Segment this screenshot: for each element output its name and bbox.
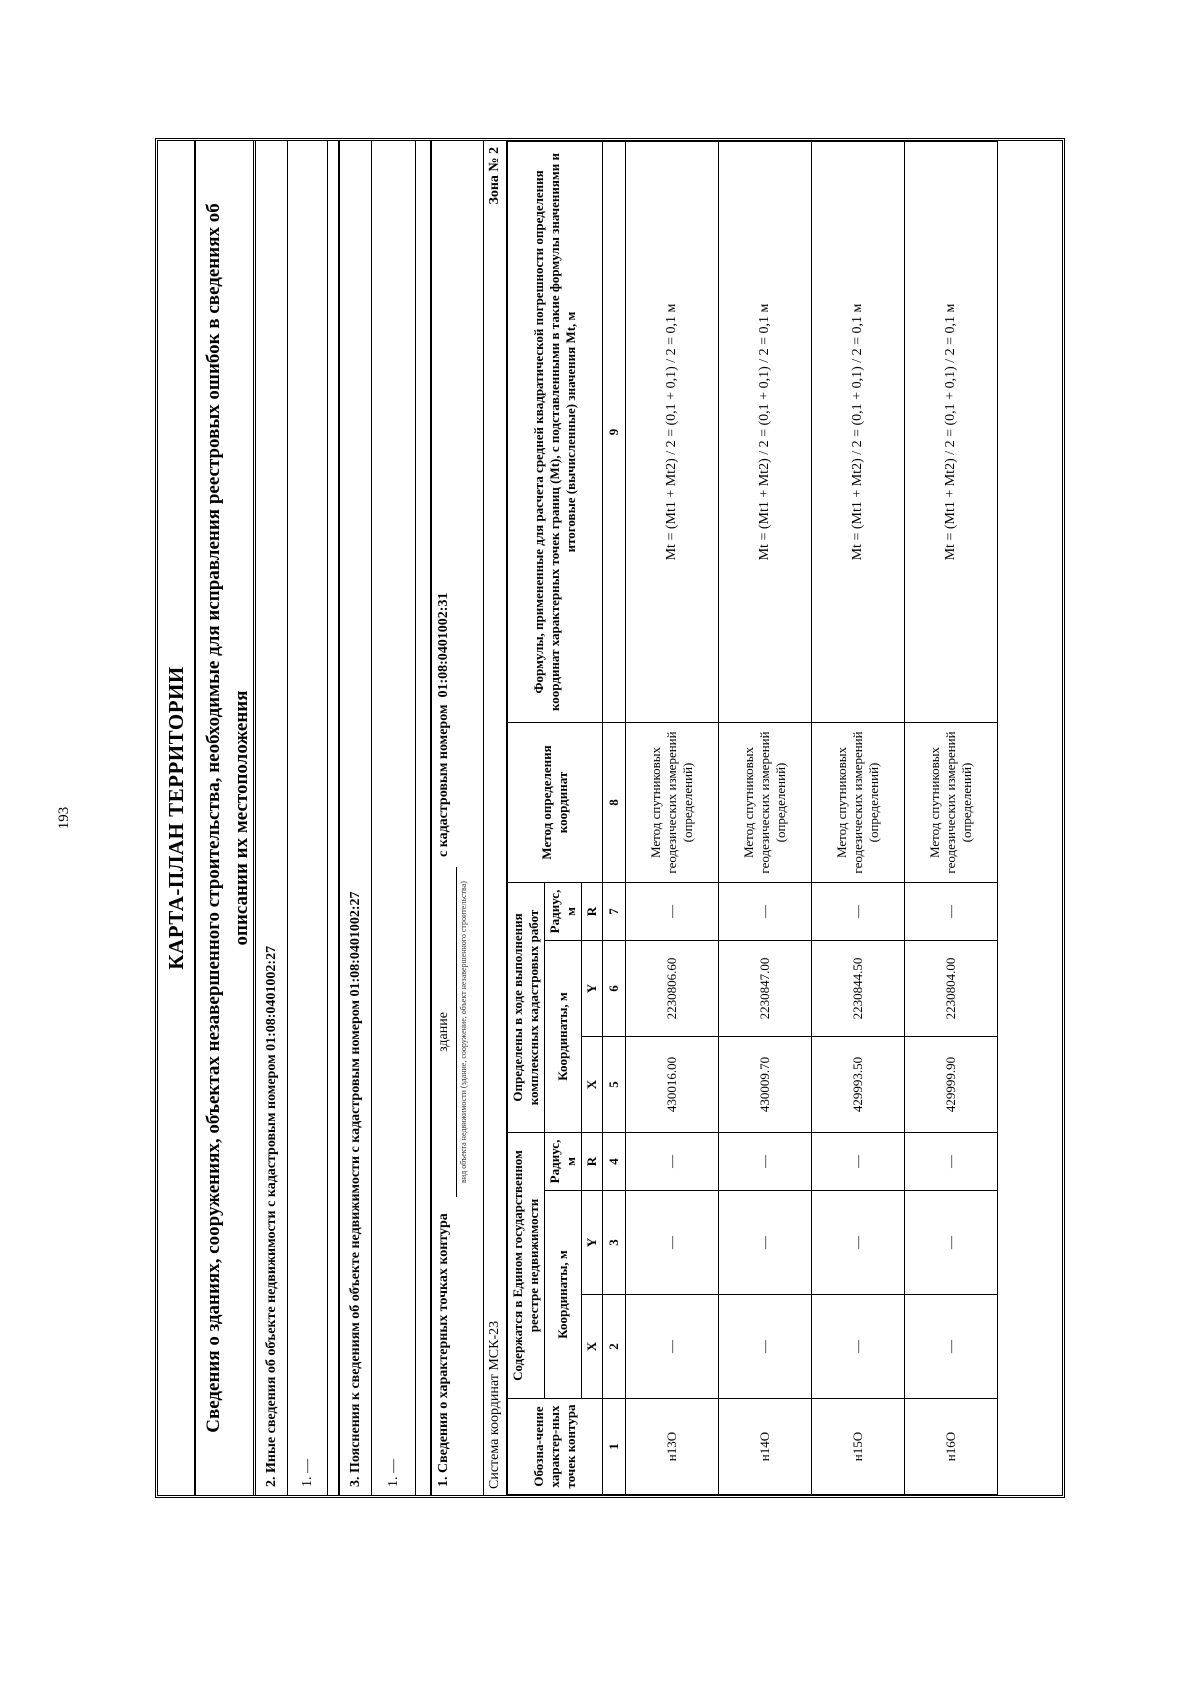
col-y: Y	[582, 1191, 603, 1295]
column-numbers-row	[603, 142, 626, 1495]
r-old: —	[626, 1132, 719, 1190]
col-method: Метод определения координат	[508, 722, 603, 882]
table-row	[719, 142, 812, 1495]
point-id: н16О	[905, 1399, 998, 1495]
col-designation: Обозна-чение характер-ных точек контура	[508, 1399, 603, 1495]
table-header-row	[508, 142, 545, 1495]
section-1-label: 1. Сведения о характерных точках контура	[436, 1213, 451, 1487]
x-new: 430009.70	[719, 1036, 812, 1132]
point-id: н14О	[719, 1399, 812, 1495]
r-old: —	[812, 1132, 905, 1190]
r-old: —	[905, 1132, 998, 1190]
col-r: R	[582, 1132, 603, 1190]
col-x: X	[582, 1295, 603, 1399]
r-new: —	[626, 882, 719, 940]
y-old: —	[719, 1191, 812, 1295]
formula: Mt = (Mt1 + Mt2) / 2 = (0,1 + 0,1) / 2 = 0,1 м	[626, 142, 719, 723]
section-3-label: 3. Пояснения к сведениям об объекте недвижимости с кадастровым номером	[347, 999, 363, 1487]
r-old: —	[719, 1132, 812, 1190]
table-row	[905, 142, 998, 1495]
method: Метод спутниковых геодезических измерений (определений)	[812, 722, 905, 882]
section-2-heading	[256, 141, 288, 1495]
col-number: 4	[603, 1132, 626, 1190]
coords-label: Координаты, м	[545, 940, 582, 1132]
point-id: н15О	[812, 1399, 905, 1495]
table-row	[626, 142, 719, 1495]
section-1-cadastral: 01:08:0401002:31	[436, 592, 451, 698]
sheet-title: КАРТА-ПЛАН ТЕРРИТОРИИ	[158, 141, 196, 1495]
col-number: 8	[603, 722, 626, 882]
x-old: —	[626, 1295, 719, 1399]
x-old: —	[905, 1295, 998, 1399]
method: Метод спутниковых геодезических измерений (определений)	[719, 722, 812, 882]
zone-label: Зона № 2	[487, 147, 502, 205]
x-old: —	[719, 1295, 812, 1399]
col-number: 7	[603, 882, 626, 940]
method: Метод спутниковых геодезических измерений (определений)	[905, 722, 998, 882]
y-new: 2230806.60	[626, 940, 719, 1036]
group-egrn: Содержатся в Едином государственном реестре недвижимости	[508, 1132, 545, 1398]
r-new: —	[719, 882, 812, 940]
method: Метод спутниковых геодезических измерений (определений)	[626, 722, 719, 882]
section-3-heading	[340, 141, 372, 1495]
col-number: 5	[603, 1036, 626, 1132]
y-old: —	[905, 1191, 998, 1295]
y-old: —	[812, 1191, 905, 1295]
cadastral-label: с кадастровым номером	[436, 704, 451, 857]
points-table	[507, 141, 998, 1495]
section-2-label: 2. Иные сведения об объекте недвижимости с кадастровым номером	[263, 1054, 279, 1487]
r-new: —	[905, 882, 998, 940]
coord-system: Система координат МСК-23	[487, 1320, 502, 1489]
formula: Mt = (Mt1 + Mt2) / 2 = (0,1 + 0,1) / 2 = 0,1 м	[905, 142, 998, 723]
radius-label: Радиус, м	[545, 1132, 582, 1190]
table-row	[812, 142, 905, 1495]
r-new: —	[812, 882, 905, 940]
section-1-cadastral-block	[436, 149, 483, 867]
object-type-block	[436, 867, 483, 1197]
col-r: R	[582, 882, 603, 940]
map-plan-sheet	[155, 138, 1065, 1498]
group-new: Определены в ходе выполнения комплексных кадастровых работ	[508, 882, 545, 1132]
object-type-hint: вид объекта недвижимости (здание, сооружение, объект незавершенного строительства)	[459, 881, 468, 1183]
radius-label: Радиус, м	[545, 882, 582, 940]
section-1-heading	[432, 141, 484, 1495]
formula: Mt = (Mt1 + Mt2) / 2 = (0,1 + 0,1) / 2 = 0,1 м	[812, 142, 905, 723]
col-number: 1	[603, 1399, 626, 1495]
section-3-cadastral: 01:08:0401002:27	[347, 891, 363, 997]
sheet-subtitle: Сведения о зданиях, сооружениях, объектах незавершенного строительства, необходимые для исправления реестровых ошибок в сведениях об описании их местоположения	[196, 141, 256, 1495]
col-number: 3	[603, 1191, 626, 1295]
y-old: —	[626, 1191, 719, 1295]
object-type: здание	[436, 867, 457, 1197]
col-formula: Формулы, примененные для расчета средней квадратической погрешности определения координат характерных точек границ (Mt), с подставленными в такие формулы значениями и итоговые (вычисленные) значения Mt, м	[508, 142, 603, 723]
col-x: X	[582, 1036, 603, 1132]
section-3-item: 1. —	[372, 141, 416, 1495]
formula: Mt = (Mt1 + Mt2) / 2 = (0,1 + 0,1) / 2 = 0,1 м	[719, 142, 812, 723]
y-new: 2230844.50	[812, 940, 905, 1036]
section-2-item: 1. —	[288, 141, 328, 1495]
divider	[416, 141, 432, 1495]
y-new: 2230847.00	[719, 940, 812, 1036]
col-number: 9	[603, 142, 626, 723]
x-old: —	[812, 1295, 905, 1399]
divider	[328, 141, 340, 1495]
page-number: 193	[56, 806, 72, 830]
y-new: 2230804.00	[905, 940, 998, 1036]
x-new: 429999.90	[905, 1036, 998, 1132]
coords-label: Координаты, м	[545, 1191, 582, 1399]
col-y: Y	[582, 940, 603, 1036]
col-number: 2	[603, 1295, 626, 1399]
point-id: н13О	[626, 1399, 719, 1495]
coord-system-row	[484, 141, 507, 1495]
x-new: 430016.00	[626, 1036, 719, 1132]
x-new: 429993.50	[812, 1036, 905, 1132]
col-number: 6	[603, 940, 626, 1036]
section-2-cadastral: 01:08:0401002:27	[263, 945, 279, 1051]
